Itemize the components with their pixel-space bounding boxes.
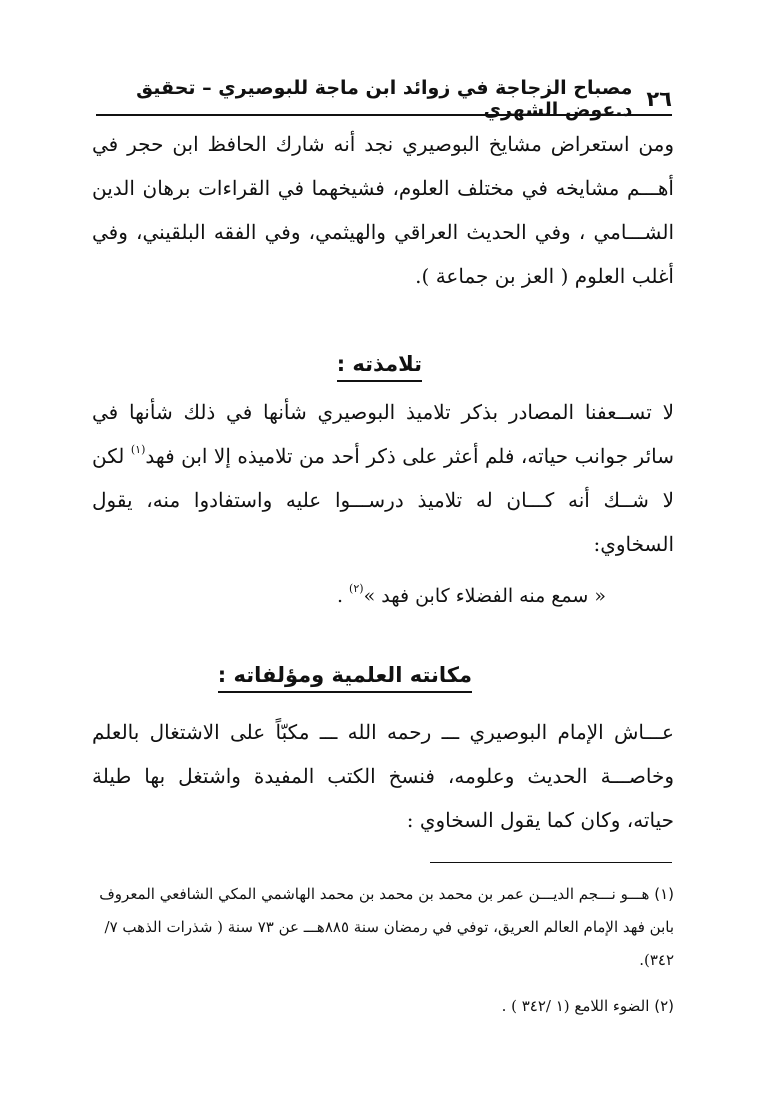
footnote-2-number: (٢)	[654, 997, 674, 1015]
students-heading: تلامذته :	[337, 352, 422, 382]
footnote-ref-2: (٢)	[349, 582, 364, 595]
running-title: مصباح الزجاجة في زوائد ابن ماجة للبوصيري – تحقيق د.عوض الشهري	[136, 77, 633, 121]
page-header	[96, 77, 672, 121]
footnote-1-number: (١)	[654, 885, 674, 903]
footnote-rule	[430, 862, 672, 863]
students-text-1: لا تســعفنا المصادر بذكر تلاميذ البوصيري شأنها في ذلك شأنها في سائر جوانب حياته، فلم أعثر على ذكر أحد من تلاميذه إلا ابن فهد	[92, 400, 675, 468]
students-paragraph	[92, 390, 674, 566]
footnote-ref-1: (١)	[130, 443, 146, 456]
sakhawi-quote	[336, 582, 606, 607]
intro-paragraph: ومن استعراض مشايخ البوصيري نجد أنه شارك الحافظ ابن حجر في أهـــم مشايخه في مختلف العلوم، فشيخهما في القراءات برهان الدين الشـــامي ، وفي الحديث العراقي والهيثمي، وفي الفقه البلقيني، وفي أغلب العلوم ( العز بن جماعة ).	[92, 132, 674, 288]
page-number: ٢٦	[646, 87, 672, 111]
quote-text: « سمع منه الفضلاء كابن فهد »	[363, 585, 606, 607]
students-text-2: لكن لا شــك أنه كـــان له تلاميذ درســـوا عليه واستفادوا منه، يقول السخاوي:	[92, 444, 675, 556]
footnote-1-text: هـــو نـــجم الديـــن عمر بن محمد بن محمد بن محمد الهاشمي المكي الشافعي المعروف بابن فهد الإمام العالم العريق، توفي في رمضان سنة ٨٨٥هـــ عن ٧٣ سنة ( شذرات الذهب ٧/ ٣٤٢).	[99, 885, 674, 969]
footnote-2-text: الضوء اللامع (١ /٣٤٢ ) .	[501, 997, 650, 1015]
footnote-2	[92, 990, 674, 1023]
status-paragraph: عـــاش الإمام البوصيري ـــ رحمه الله ـــ مكبّاً على الاشتغال بالعلم وخاصـــة الحديث وعلومه، فنسخ الكتب المفيدة واشتغل بها طيلة حياته، وكان كما يقول السخاوي :	[92, 720, 674, 832]
quote-end: .	[336, 585, 343, 607]
status-heading: مكانته العلمية ومؤلفاته :	[218, 663, 472, 693]
footnote-1	[92, 878, 674, 977]
header-rule	[96, 114, 672, 116]
